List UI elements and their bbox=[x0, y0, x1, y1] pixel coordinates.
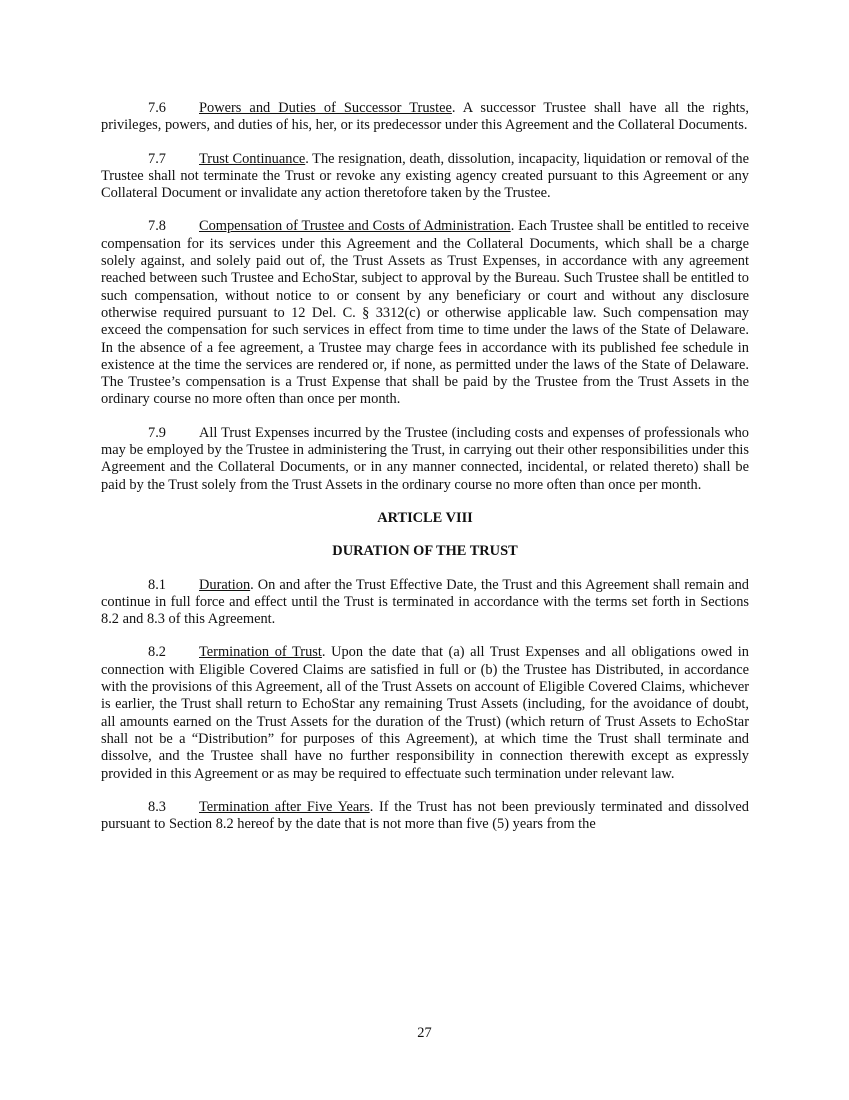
section-7-8 bbox=[101, 218, 749, 408]
section-8-3 bbox=[101, 799, 749, 834]
document-page bbox=[101, 100, 749, 849]
section-body: All Trust Expenses incurred by the Trustee (including costs and expenses of professionals who may be employed by the Trustee in administering the Trust, in carrying out their other responsibilities under this Agreement and the Collateral Documents, or in any manner connected, incidental, or related thereto) shall be paid by the Trust solely from the Trust Assets in the ordinary course no more often than once per month. bbox=[101, 424, 749, 493]
section-number: 8.1 bbox=[148, 576, 166, 593]
section-7-7 bbox=[101, 151, 749, 203]
section-heading: Termination after Five Years bbox=[199, 798, 370, 815]
section-body: . Upon the date that (a) all Trust Expenses and all obligations owed in connection with Eligible Covered Claims are satisfied in full or (b) the Trustee has Distributed, in accordance with the provisions of this Agreement, all of the Trust Assets on account of Eligible Covered Claims, whichever is earlier, the Trust shall return to EchoStar any remaining Trust Assets (including, for the avoidance of doubt, all amounts earned on the Trust Assets for the duration of the Trust) (which return of Trust Assets to EchoStar shall not be a “Distribution” for purposes of this Agreement), at which time the Trust shall terminate and dissolve, and the Trustee shall have no further responsibility in connection therewith except as expressly provided in this Agreement or as may be required to effectuate such termination under relevant law. bbox=[101, 644, 750, 782]
section-body: . If the Trust has not been previously terminated and dissolved pursuant to Section 8.2 hereof by the date that is not more than five (5) years from the bbox=[101, 798, 749, 833]
section-number: 8.2 bbox=[148, 644, 166, 661]
section-7-6 bbox=[101, 100, 749, 135]
section-number: 7.8 bbox=[148, 218, 166, 235]
section-heading: Duration bbox=[199, 576, 251, 593]
page-number: 27 bbox=[417, 1025, 432, 1041]
section-7-9 bbox=[101, 425, 749, 494]
section-number: 7.6 bbox=[148, 100, 166, 116]
section-heading: Compensation of Trustee and Costs of Administration bbox=[199, 218, 511, 235]
article-title: DURATION OF THE TRUST bbox=[332, 543, 518, 560]
section-number: 7.9 bbox=[148, 424, 166, 441]
section-8-1 bbox=[101, 577, 749, 629]
section-heading: Trust Continuance bbox=[199, 150, 306, 167]
section-body: . Each Trustee shall be entitled to receive compensation for its services under this Agreement and the Collateral Documents, which shall be a charge solely against, and solely paid out of, the Trust Assets as Trust Expenses, in accordance with any agreement reached between such Trustee and EchoStar, subject to approval by the Bureau. Such Trustee shall be entitled to such compensation, without notice to or consent by any beneficiary or court and without any disclosure otherwise required pursuant to 12 Del. C. § 3312(c) or otherwise applicable law. Such compensation may exceed the compensation for such services in effect from time to time under the laws of the State of Delaware. In the absence of a fee agreement, a Trustee may charge fees in accordance with its published fee schedule in existence at the time the services are rendered or, if none, as permitted under the laws of the State of Delaware. The Trustee’s compensation is a Trust Expense that shall be paid by the Trustee from the Trust Assets in the ordinary course no more often than once per month. bbox=[101, 218, 749, 408]
section-8-2 bbox=[101, 644, 749, 782]
section-number: 8.3 bbox=[148, 798, 166, 815]
section-body: . On and after the Trust Effective Date, the Trust and this Agreement shall remain and continue in full force and effect until the Trust is terminated in accordance with the terms set forth in Sections 8.2 and 8.3 of this Agreement. bbox=[101, 576, 749, 628]
section-body: . A successor Trustee shall have all the rights, privileges, powers, and duties of his, her, or its predecessor under this Agreement and the Collateral Documents. bbox=[101, 100, 749, 134]
section-heading: Termination of Trust bbox=[199, 644, 322, 661]
section-number: 7.7 bbox=[148, 150, 166, 167]
article-label: ARTICLE VIII bbox=[377, 509, 473, 526]
section-body: . The resignation, death, dissolution, incapacity, liquidation or removal of the Trustee shall not terminate the Trust or revoke any existing agency created pursuant to this Agreement or any Collateral Document or invalidate any action theretofore taken by the Trustee. bbox=[101, 150, 749, 202]
section-heading: Powers and Duties of Successor Trustee bbox=[199, 100, 452, 116]
